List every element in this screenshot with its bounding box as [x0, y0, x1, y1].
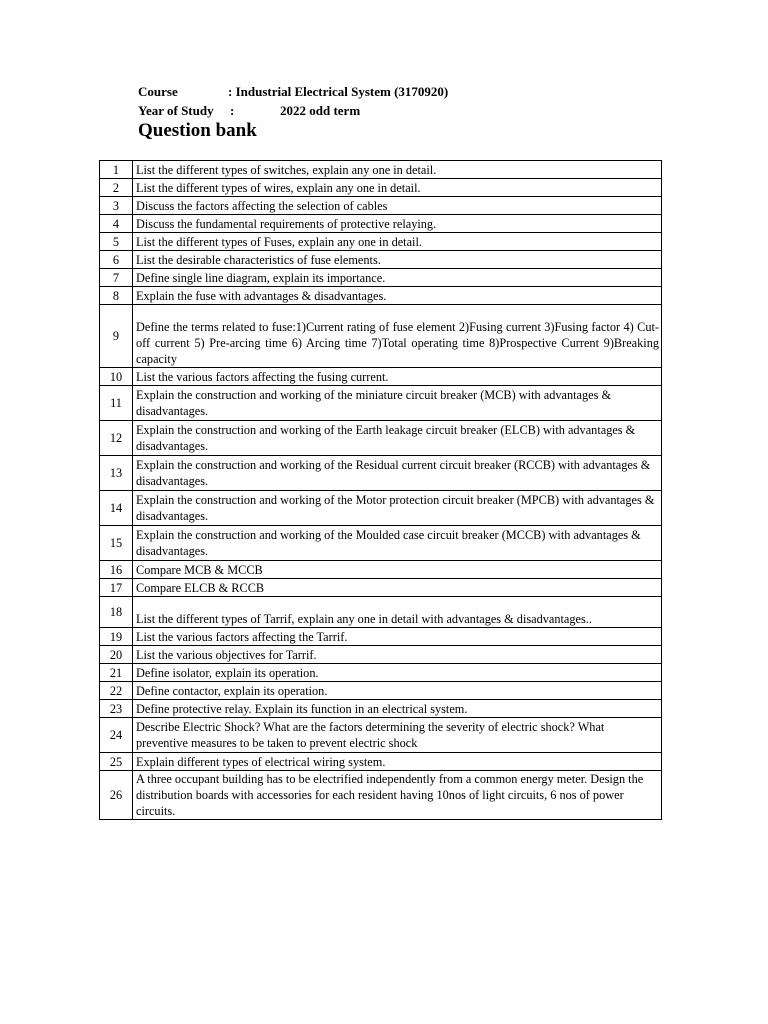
table-row [100, 579, 662, 597]
question-number: 3 [100, 197, 133, 215]
question-number: 8 [100, 287, 133, 305]
table-row [100, 197, 662, 215]
question-number: 22 [100, 682, 133, 700]
table-row [100, 597, 662, 628]
table-row [100, 269, 662, 287]
table-row [100, 700, 662, 718]
course-value: : Industrial Electrical System (3170920) [228, 84, 449, 99]
year-value: 2022 odd term [280, 103, 361, 118]
question-text: Explain the construction and working of the Moulded case circuit breaker (MCCB) with advantages & disadvantages. [133, 526, 662, 561]
question-text: List the various objectives for Tarrif. [133, 646, 662, 664]
question-number: 7 [100, 269, 133, 287]
table-row [100, 561, 662, 579]
question-text: List the different types of wires, explain any one in detail. [133, 179, 662, 197]
table-row [100, 664, 662, 682]
question-table [99, 160, 662, 820]
question-text: Discuss the factors affecting the selection of cables [133, 197, 662, 215]
question-number: 25 [100, 753, 133, 771]
table-row [100, 421, 662, 456]
table-row [100, 215, 662, 233]
table-row [100, 753, 662, 771]
question-number: 6 [100, 251, 133, 269]
question-number: 18 [100, 597, 133, 628]
table-row [100, 456, 662, 491]
question-number: 4 [100, 215, 133, 233]
question-number: 21 [100, 664, 133, 682]
question-text: Define contactor, explain its operation. [133, 682, 662, 700]
table-row [100, 646, 662, 664]
question-text: Define single line diagram, explain its importance. [133, 269, 662, 287]
question-text: Define isolator, explain its operation. [133, 664, 662, 682]
question-text: List the various factors affecting the fusing current. [133, 368, 662, 386]
question-text: Explain the construction and working of the Residual current circuit breaker (RCCB) with advantages & disadvantages. [133, 456, 662, 491]
table-row [100, 368, 662, 386]
table-row [100, 771, 662, 820]
year-label: Year of Study [138, 103, 214, 118]
question-number: 24 [100, 718, 133, 753]
question-text: Define protective relay. Explain its function in an electrical system. [133, 700, 662, 718]
question-text: List the desirable characteristics of fuse elements. [133, 251, 662, 269]
question-number: 13 [100, 456, 133, 491]
question-number: 20 [100, 646, 133, 664]
year-colon: : [230, 103, 235, 118]
table-row [100, 287, 662, 305]
table-row [100, 305, 662, 368]
question-number: 11 [100, 386, 133, 421]
table-row [100, 491, 662, 526]
question-text: Define the terms related to fuse:1)Current rating of fuse element 2)Fusing current 3)Fusing factor 4) Cut-off current 5) Pre-arcing time 6) Arcing time 7)Total operating time 8)Prospective Current 9)Breaking capacity [133, 305, 662, 368]
question-text: Explain the construction and working of the Earth leakage circuit breaker (ELCB) with advantages & disadvantages. [133, 421, 662, 456]
question-number: 23 [100, 700, 133, 718]
question-number: 12 [100, 421, 133, 456]
question-number: 15 [100, 526, 133, 561]
question-text: Compare ELCB & RCCB [133, 579, 662, 597]
question-number: 2 [100, 179, 133, 197]
table-row [100, 628, 662, 646]
table-row [100, 161, 662, 179]
question-text: Explain the fuse with advantages & disadvantages. [133, 287, 662, 305]
question-number: 14 [100, 491, 133, 526]
question-text: List the different types of switches, explain any one in detail. [133, 161, 662, 179]
table-row [100, 386, 662, 421]
course-label: Course [138, 84, 178, 99]
question-number: 1 [100, 161, 133, 179]
question-text: A three occupant building has to be electrified independently from a common energy meter. Design the distribution boards with accessories for each resident having 10nos of light circuits, 6 nos of power circuits. [133, 771, 662, 820]
question-text: Explain the construction and working of the Motor protection circuit breaker (MPCB) with advantages & disadvantages. [133, 491, 662, 526]
question-text: Describe Electric Shock? What are the factors determining the severity of electric shock? What preventive measures to be taken to prevent electric shock [133, 718, 662, 753]
question-number: 5 [100, 233, 133, 251]
question-number: 9 [100, 305, 133, 368]
page-title: Question bank [138, 120, 257, 141]
table-row [100, 682, 662, 700]
table-row [100, 251, 662, 269]
question-number: 19 [100, 628, 133, 646]
question-text: List the different types of Tarrif, explain any one in detail with advantages & disadvantages.. [133, 597, 662, 628]
question-text: Explain different types of electrical wiring system. [133, 753, 662, 771]
table-row [100, 718, 662, 753]
question-text: Explain the construction and working of the miniature circuit breaker (MCB) with advantages & disadvantages. [133, 386, 662, 421]
question-number: 16 [100, 561, 133, 579]
question-text: List the different types of Fuses, explain any one in detail. [133, 233, 662, 251]
question-text: List the various factors affecting the Tarrif. [133, 628, 662, 646]
question-text: Discuss the fundamental requirements of protective relaying. [133, 215, 662, 233]
question-number: 17 [100, 579, 133, 597]
table-row [100, 526, 662, 561]
question-text: Compare MCB & MCCB [133, 561, 662, 579]
table-row [100, 233, 662, 251]
question-number: 26 [100, 771, 133, 820]
question-number: 10 [100, 368, 133, 386]
table-row [100, 179, 662, 197]
